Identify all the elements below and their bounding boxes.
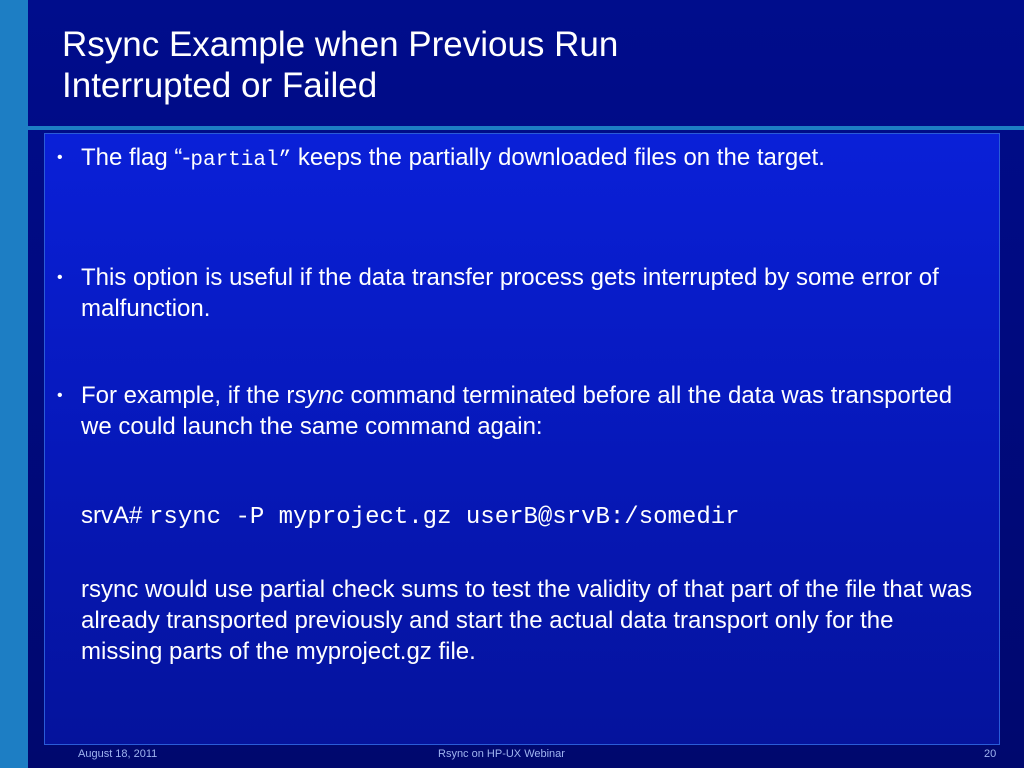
title-line-2: Interrupted or Failed (62, 66, 378, 105)
bullet-1-text-end: keeps the partially downloaded files on the target. (291, 144, 825, 171)
bullet-example (57, 380, 981, 442)
bullet-dot-icon: • (57, 269, 63, 286)
footer-title: Rsync on HP-UX Webinar (438, 748, 565, 760)
bullet-1-code: partial” (190, 149, 292, 172)
command-line (81, 500, 740, 533)
bullet-dot-icon: • (57, 387, 63, 404)
content-box (44, 133, 1000, 745)
bullet-3-text-start: For example, if the r (81, 382, 295, 409)
title-divider (0, 126, 1024, 130)
bullet-3-italic: sync (294, 382, 344, 409)
explanation-paragraph: rsync would use partial check sums to test the validity of that part of the file that was already transported previously and start the actual data transport only for the missing parts of the myproject.gz file. (81, 576, 973, 665)
bullet-dot-icon: • (57, 149, 63, 166)
bullet-partial-flag (57, 142, 981, 176)
bullet-2-text: This option is useful if the data transfer process gets interrupted by some error of malfunction. (81, 264, 939, 322)
command-prompt: srvA# (81, 502, 143, 529)
left-accent-bar (0, 0, 28, 768)
footer-page-number: 20 (984, 748, 997, 760)
footer-date: August 18, 2011 (78, 748, 158, 760)
title-line-1: Rsync Example when Previous Run (62, 25, 619, 64)
bullet-1-text-start: The flag “- (81, 144, 191, 171)
slide-title (62, 24, 962, 106)
command-text: rsync -P myproject.gz userB@srvB:/somedir (149, 504, 740, 531)
bullet-option-useful (57, 262, 981, 324)
bullet-3-text-end: command terminated before all the data was transported we could launch the same command again: (81, 382, 953, 440)
